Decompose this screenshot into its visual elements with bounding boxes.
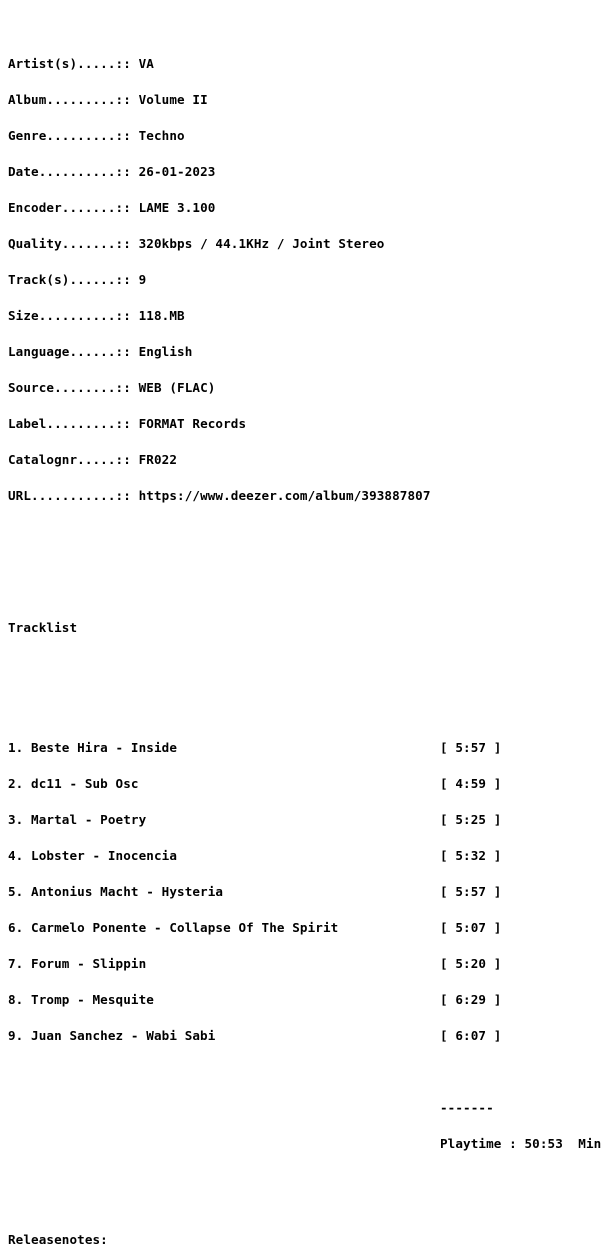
total-divider bbox=[8, 1102, 608, 1114]
info-label: URL...........:: bbox=[8, 488, 139, 503]
info-label: Genre.........:: bbox=[8, 128, 139, 143]
info-label: Quality.......:: bbox=[8, 236, 139, 251]
info-label: Artist(s).....:: bbox=[8, 56, 139, 71]
track-duration: [ 5:57 ] bbox=[440, 884, 502, 899]
info-label: Size..........:: bbox=[8, 308, 139, 323]
track-duration: [ 5:25 ] bbox=[440, 812, 502, 827]
info-line-catalognr bbox=[8, 454, 608, 466]
track-duration: [ 5:32 ] bbox=[440, 848, 502, 863]
info-url: https://www.deezer.com/album/393887807 bbox=[138, 488, 431, 503]
info-line-label bbox=[8, 418, 608, 430]
info-value: VA bbox=[138, 56, 154, 71]
track-row bbox=[8, 814, 608, 826]
tracklist bbox=[8, 718, 608, 1066]
track-duration: [ 5:20 ] bbox=[440, 956, 502, 971]
info-value: FR022 bbox=[138, 452, 178, 467]
info-value: Volume II bbox=[138, 92, 208, 107]
nfo-document bbox=[8, 10, 608, 1258]
info-line-album bbox=[8, 94, 608, 106]
track-title: 8. Tromp - Mesquite bbox=[8, 992, 154, 1007]
track-row bbox=[8, 994, 608, 1006]
info-value: 26-01-2023 bbox=[138, 164, 216, 179]
info-value: FORMAT Records bbox=[138, 416, 247, 431]
info-line-quality bbox=[8, 238, 608, 250]
info-label: Date..........:: bbox=[8, 164, 139, 179]
info-value: 118.MB bbox=[138, 308, 185, 323]
info-line-url bbox=[8, 490, 608, 502]
track-title: 3. Martal - Poetry bbox=[8, 812, 147, 827]
track-row bbox=[8, 922, 608, 934]
track-title: 2. dc11 - Sub Osc bbox=[8, 776, 139, 791]
info-label: Source........:: bbox=[8, 380, 139, 395]
track-duration: [ 5:07 ] bbox=[440, 920, 502, 935]
info-label: Catalognr.....:: bbox=[8, 452, 139, 467]
track-title: 5. Antonius Macht - Hysteria bbox=[8, 884, 224, 899]
track-row bbox=[8, 1030, 608, 1042]
track-title: 9. Juan Sanchez - Wabi Sabi bbox=[8, 1028, 216, 1043]
info-line-date bbox=[8, 166, 608, 178]
spacer bbox=[8, 562, 608, 586]
track-row bbox=[8, 742, 608, 754]
info-value: Techno bbox=[138, 128, 185, 143]
info-line-source bbox=[8, 382, 608, 394]
info-label: Language......:: bbox=[8, 344, 139, 359]
track-duration: [ 4:59 ] bbox=[440, 776, 502, 791]
info-label: Track(s)......:: bbox=[8, 272, 139, 287]
track-row bbox=[8, 958, 608, 970]
track-row bbox=[8, 778, 608, 790]
track-title: 1. Beste Hira - Inside bbox=[8, 740, 178, 755]
info-label: Encoder.......:: bbox=[8, 200, 139, 215]
info-line-genre bbox=[8, 130, 608, 142]
info-value: English bbox=[138, 344, 193, 359]
info-value: WEB (FLAC) bbox=[138, 380, 216, 395]
track-duration: [ 5:57 ] bbox=[440, 740, 502, 755]
info-line-language bbox=[8, 346, 608, 358]
info-label: Label.........:: bbox=[8, 416, 139, 431]
divider-line: ------- bbox=[440, 1100, 494, 1115]
track-duration: [ 6:07 ] bbox=[440, 1028, 502, 1043]
track-duration: [ 6:29 ] bbox=[440, 992, 502, 1007]
info-value: 320kbps / 44.1KHz / Joint Stereo bbox=[138, 236, 385, 251]
releasenotes-heading: Releasenotes: bbox=[8, 1232, 108, 1247]
info-line-size bbox=[8, 310, 608, 322]
playtime-total bbox=[8, 1138, 608, 1150]
info-label: Album.........:: bbox=[8, 92, 139, 107]
spacer bbox=[8, 1186, 608, 1198]
spacer bbox=[8, 670, 608, 682]
track-title: 4. Lobster - Inocencia bbox=[8, 848, 178, 863]
track-row bbox=[8, 850, 608, 862]
info-value: 9 bbox=[138, 272, 147, 287]
track-row bbox=[8, 886, 608, 898]
info-line-artists bbox=[8, 58, 608, 70]
info-line-encoder bbox=[8, 202, 608, 214]
playtime-text: Playtime : 50:53 Min bbox=[440, 1136, 602, 1151]
release-info bbox=[8, 34, 608, 526]
info-line-tracks bbox=[8, 274, 608, 286]
track-title: 6. Carmelo Ponente - Collapse Of The Spirit bbox=[8, 920, 339, 935]
info-value: LAME 3.100 bbox=[138, 200, 216, 215]
tracklist-heading: Tracklist bbox=[8, 620, 78, 635]
track-title: 7. Forum - Slippin bbox=[8, 956, 147, 971]
